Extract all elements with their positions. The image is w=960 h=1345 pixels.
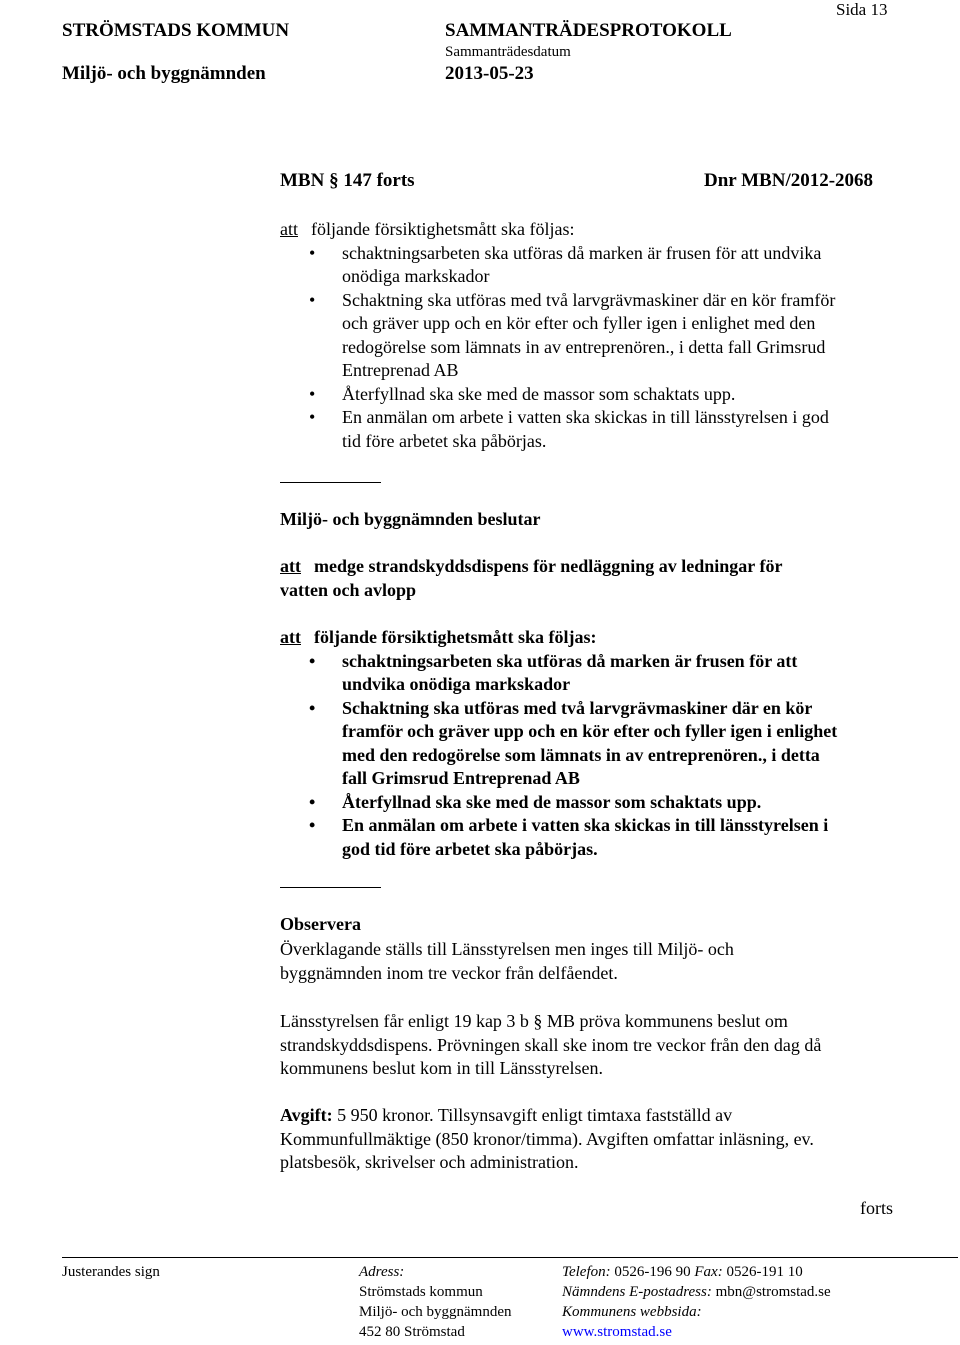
document-type: SAMMANTRÄDESPROTOKOLL [445,20,732,41]
observe-heading: Observera [280,914,361,934]
first-measures-intro [280,218,835,242]
att-label: att [280,219,298,239]
decision-heading: Miljö- och byggnämnden beslutar [280,509,541,529]
bullet-icon: • [309,791,316,812]
fee-label: Avgift: [280,1105,333,1125]
first-measures-block [280,218,835,453]
intro-text: följande försiktighetsmått ska följas: [311,219,575,239]
list-item: • Schaktning ska utföras med två larvgrävmaskiner där en kör framför och gräver upp och en kör efter och fyller igen i enlighet med den redogörelse som lämnats in av entreprenören., i detta fall Grimsrud Entreprenad AB [309,697,838,788]
address-block: Adress: Strömstads kommun Miljö- och byggnämnden 452 80 Strömstad [359,1264,512,1340]
meeting-date: 2013-05-23 [445,63,534,84]
bullet-icon: • [309,383,316,404]
list-item: • Återfyllnad ska ske med de massor som schaktats upp. [280,791,837,815]
decision-second-att: att följande försiktighetsmått ska följas: • schaktningsarbeten ska utföras då marken är frusen för att undvika onödiga markskador • Schaktning ska utföras med två larvgrävmaskiner där en kör framför och gräver upp och en kör efter och fyller igen i enlighet med den redogörelse som lämnats in av entreprenören., i detta fall Grimsrud Entreprenad AB • Återfyllnad ska ske med de massor som schaktats upp. • En anmälan om arbete i vatten ska skickas in till länsstyrelsen i god tid före arbetet ska påbörjas. [280,626,837,861]
signature-label: Justerandes sign [62,1264,160,1280]
date-label: Sammanträdesdatum [445,44,571,60]
website-link[interactable]: www.stromstad.se [562,1324,672,1340]
list-item: • En anmälan om arbete i vatten ska skickas in till länsstyrelsen i god tid före arbetet ska påbörjas. [309,815,829,859]
email-link[interactable]: mbn@stromstad.se [715,1284,831,1300]
footer-rule [62,1257,958,1258]
diary-number: Dnr MBN/2012-2068 [704,170,874,191]
bullet-icon: • [309,407,316,427]
fax-number: 0526-191 10 [726,1264,803,1280]
bullet-icon: • [309,242,316,263]
att-label: att [280,556,301,576]
list-item: • Schaktning ska utföras med två larvgrävmaskiner där en kör framför och gräver upp och en kör efter och fyller igen i enlighet med den redogörelse som lämnats in av entreprenören., i detta fall Grimsrud Entreprenad AB [309,289,836,380]
continued-label: forts [860,1198,893,1218]
list-item: • En anmälan om arbete i vatten ska skickas in till länsstyrelsen i god tid före arbetet ska påbörjas. [309,407,829,451]
separator-line [280,887,381,888]
decision-measures-list [280,650,837,862]
bullet-icon: • [309,650,316,671]
fee-paragraph: Avgift: 5 950 kronor. Tillsynsavgift enligt timtaxa fastställd av Kommunfullmäktige (850 kronor/timma). Avgiften omfattar inläsning, ev. platsbesök, skrivelser och administration. [280,1105,814,1172]
list-item: • Återfyllnad ska ske med de massor som schaktats upp. [280,383,835,407]
first-measures-list [280,242,835,454]
review-paragraph: Länsstyrelsen får enligt 19 kap 3 b § MB pröva kommunens beslut om strandskyddsdispens. Prövningen skall ske inom tre veckor från den dag då kommunens beslut kom in till Länsstyrelsen. [280,1011,822,1078]
decision-first-att: att medge strandskyddsdispens för nedläggning av ledningar för vatten och avlopp [280,556,783,600]
contact-block: Telefon: 0526-196 90 Fax: 0526-191 10 Nämndens E-postadress: mbn@stromstad.se Kommunens webbsida: www.stromstad.se [562,1264,831,1340]
page-number: Sida 13 [836,0,888,19]
organization-name: STRÖMSTADS KOMMUN [62,20,290,41]
bullet-icon: • [309,289,316,310]
bullet-icon: • [309,697,316,718]
case-number: MBN § 147 forts [280,170,415,191]
list-item: • schaktningsarbeten ska utföras då marken är frusen för att undvika onödiga markskador [309,242,822,286]
bullet-icon: • [309,815,316,835]
att-label: att [280,627,301,647]
phone-number: 0526-196 90 [614,1264,691,1280]
list-item: • schaktningsarbeten ska utföras då marken är frusen för att undvika onödiga markskador [309,650,798,694]
separator-line [280,482,381,483]
appeal-paragraph: Överklagande ställs till Länsstyrelsen men inges till Miljö- och byggnämnden inom tre veckor från delfåendet. [280,939,734,983]
committee-name: Miljö- och byggnämnden [62,63,266,84]
